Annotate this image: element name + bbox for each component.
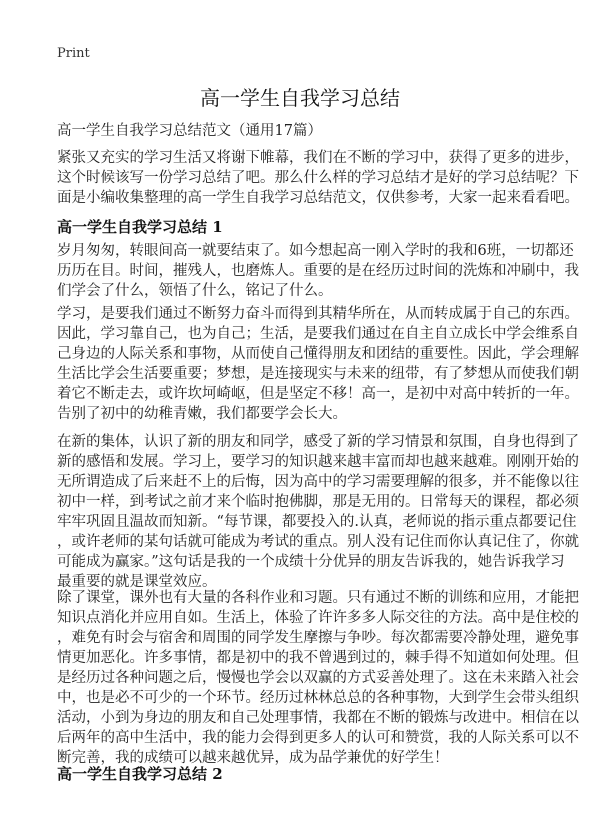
text-line: 可能成为赢家。”这句话是我的一个成绩十分优异的朋友告诉我的，她告诉我学习 <box>57 554 565 570</box>
text-line: 着它不断走去，或许坎坷崎岖，但是坚定不移！高一，是初中对高中转折的一年。 <box>57 386 579 402</box>
section-heading-1: 高一学生自我学习总结 1 <box>57 218 223 236</box>
text-line: 们学会了什么，领悟了什么，铭记了什么。 <box>57 283 333 299</box>
text-line: 断完善，我的成绩可以越来越优异，成为品学兼优的好学生！ <box>57 750 449 766</box>
text-line: 面是小编收集整理的高一学生自我学习总结范文，仅供参考，大家一起来看看吧。 <box>57 190 579 206</box>
text-line: 在新的集体，认识了新的朋友和同学，感受了新的学习情景和氛围，自身也得到了 <box>57 434 579 450</box>
section-heading-2: 高一学生自我学习总结 2 <box>57 765 223 783</box>
text-line: 告别了初中的幼稚青嫩，我们都要学会长大。 <box>57 406 347 422</box>
text-line: 知识点消化并应用自如。生活上，体验了许许多多人际交往的方法。高中是住校的 <box>57 610 579 626</box>
text-line: 因此，学习靠自己，也为自己；生活，是要我们通过在自主自立成长中学会维系自 <box>57 326 579 342</box>
text-line: 后两年的高中生活中，我的能力会得到更多人的认可和赞赏，我的人际关系可以不 <box>57 730 579 746</box>
text-line: 岁月匆匆，转眼间高一就要结束了。如今想起高一刚入学时的我和6班，一切都还 <box>57 243 574 259</box>
text-line: 己身边的人际关系和事物，从而使自己懂得朋友和团结的重要性。因此，学会理解 <box>57 346 579 362</box>
paragraph <box>57 304 579 424</box>
print-link[interactable]: Print <box>57 46 90 61</box>
subtitle: 高一学生自我学习总结范文（通用17篇） <box>57 123 322 139</box>
text-line: 活动，小到为身边的朋友和自己处理事情，我都在不断的锻炼与改进中。相信在以 <box>57 710 579 726</box>
text-line: 中，也是必不可少的一个环节。经历过林林总总的各种事物，大到学生会带头组织 <box>57 690 579 706</box>
text-line: 学习，是要我们通过不断努力奋斗而得到其精华所在，从而转成属于自己的东西。 <box>57 306 579 322</box>
text-line: 情更加恶化。许多事情，都是初中的我不曾遇到过的，棘手得不知道如何处理。但 <box>57 650 579 666</box>
text-line: ，或许老师的某句话就可能成为考试的重点。别人没有记住而你认真记住了，你就 <box>57 534 579 550</box>
text-line: 新的感悟和发展。学习上，要学习的知识越来越丰富而却也越来越难。刚刚开始的 <box>57 454 579 470</box>
intro-paragraph <box>57 148 579 208</box>
paragraph <box>57 241 579 301</box>
page-title: 高一学生自我学习总结 <box>200 86 400 110</box>
paragraph <box>57 588 579 768</box>
text-line: 生活比学会生活要重要；梦想，是连接现实与未来的纽带，有了梦想从而使我们朝 <box>57 366 579 382</box>
text-line: 初中一样，到考试之前才来个临时抱佛脚，那是无用的。日常每天的课程，都必须 <box>57 494 579 510</box>
text-line: 除了课堂，课外也有大量的各科作业和习题。只有通过不断的训练和应用，才能把 <box>57 590 579 606</box>
text-line: 历历在目。时间，摧残人，也磨炼人。重要的是在经历过时间的洗炼和冲刷中，我 <box>57 263 579 279</box>
text-line: 牢牢巩固且温故而知新。“每节课，都要投入的.认真，老师说的指示重点都要记住 <box>57 514 577 530</box>
text-line: 最重要的就是课堂效应。 <box>57 574 217 590</box>
text-line: 紧张又充实的学习生活又将谢下帷幕，我们在不断的学习中，获得了更多的进步， <box>57 150 579 166</box>
text-line: 这个时候该写一份学习总结了吧。那么什么样的学习总结才是好的学习总结呢？下 <box>57 170 579 186</box>
text-line: ，难免有时会与宿舍和周围的同学发生摩擦与争吵。每次都需要冷静处理，避免事 <box>57 630 579 646</box>
paragraph <box>57 432 579 592</box>
text-line: 无所谓造成了后来赶不上的后悔，因为高中的学习需要理解的很多，并不能像以往 <box>57 474 579 490</box>
text-line: 是经历过各种问题之后，慢慢也学会以双赢的方式妥善处理了。这在未来踏入社会 <box>57 670 579 686</box>
